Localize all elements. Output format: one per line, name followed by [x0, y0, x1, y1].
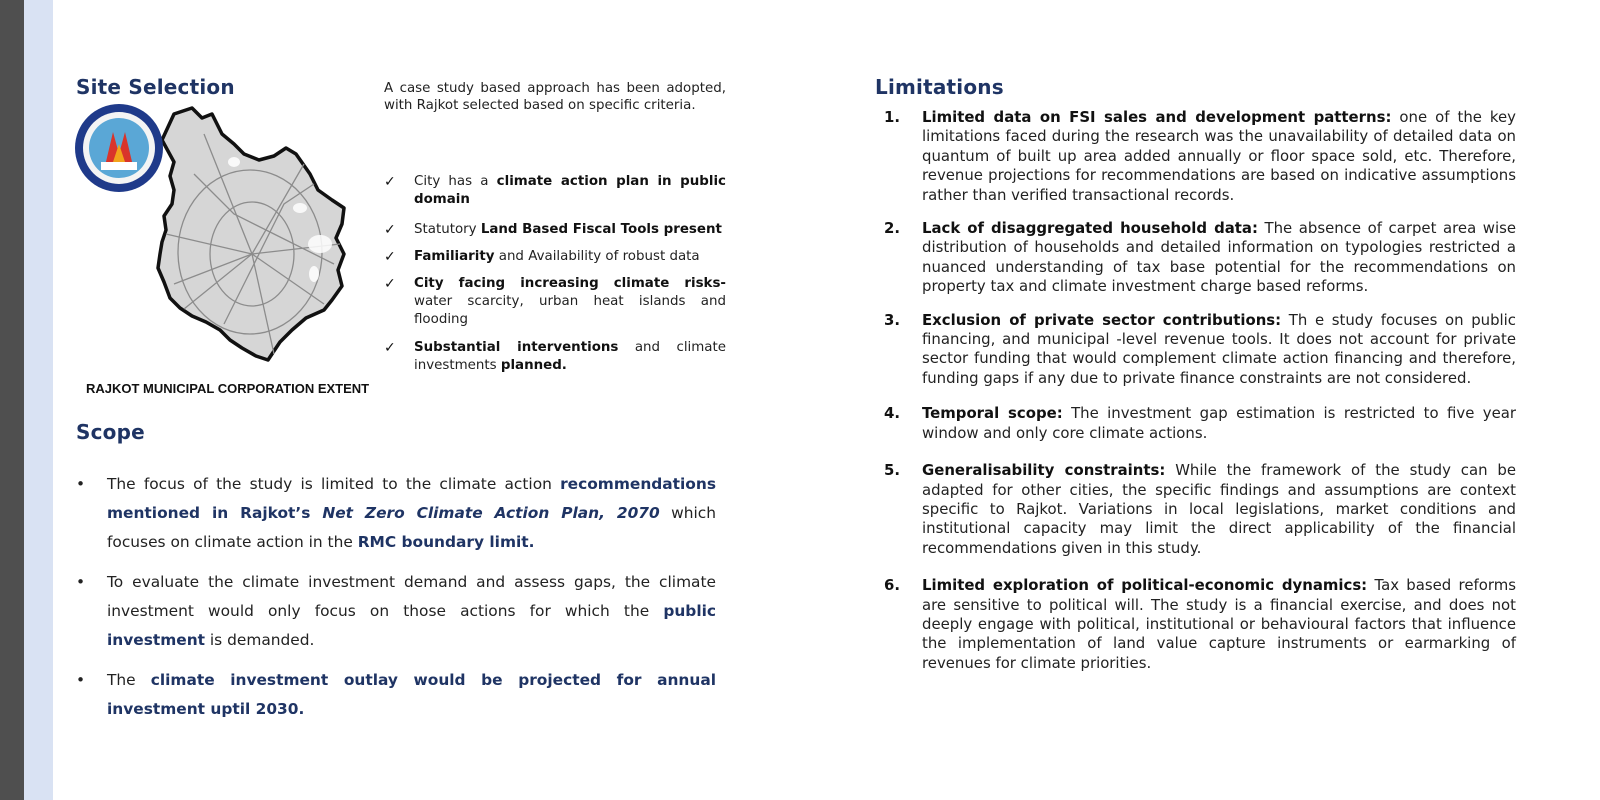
- rajkot-map-figure: [74, 104, 382, 376]
- check-icon: ✓: [384, 222, 396, 238]
- site-selection-intro: A case study based approach has been adopted, with Rajkot selected based on specific criteria.: [384, 81, 726, 113]
- scope-list: [76, 470, 716, 735]
- criteria-item: ✓ Substantial interventions and climate investments planned.: [384, 340, 726, 373]
- check-icon: ✓: [384, 340, 396, 356]
- limitation-item: 6. Limited exploration of political-economic dynamics: Tax based reforms are sensitive to political will. The study is a financial exercise, and does not deeply engage with political, institutional or behavioural factors that influence the implementation of land value capture instruments or earmarking of revenues for climate priorities.: [884, 576, 1516, 672]
- bullet: •: [76, 671, 86, 689]
- check-icon: ✓: [384, 174, 396, 190]
- limitations-heading: Limitations: [875, 75, 1004, 99]
- scope-item: • To evaluate the climate investment demand and assess gaps, the climate investment would only focus on those actions for which the public investment is demanded.: [76, 568, 716, 655]
- limitation-item: 3. Exclusion of private sector contributions: Th e study focuses on public financing, and municipal -level revenue tools. It does not account for private sector funding that would complement climate action financing and therefore, funding gaps if any due to private finance constraints are not considered.: [884, 310, 1516, 387]
- scope-item: • The climate investment outlay would be projected for annual investment uptil 2030.: [76, 666, 716, 724]
- bullet: •: [76, 573, 86, 591]
- limitation-item: 1. Limited data on FSI sales and development patterns: one of the key limitations faced during the research was the unavailability of detailed data on quantum of built up area added annually or floor space sold, etc. Therefore, revenue projections for recommendations are based on indicative assumptions rather than verified transactional records.: [884, 108, 1516, 204]
- limitation-item: 5. Generalisability constraints: While the framework of the study can be adapted for other cities, the specific findings and assumptions are context specific to Rajkot. Variations in local legislations, market conditions and institutional capacity may limit the direct applicability of the financial recommendations given in this study.: [884, 461, 1516, 557]
- check-icon: ✓: [384, 249, 396, 265]
- site-selection-heading: Site Selection: [76, 75, 235, 99]
- city-boundary: [158, 108, 344, 360]
- criteria-item: ✓ Statutory Land Based Fiscal Tools present: [384, 222, 722, 238]
- criteria-list: [384, 173, 726, 384]
- limitations-list: [884, 108, 1516, 673]
- limitation-item: 2. Lack of disaggregated household data: The absence of carpet area wise distribution of households and detailed information on typologies restricted a nuanced understanding of tax base potential for the recommendations on property tax and climate investment charge based reforms.: [884, 219, 1516, 296]
- bullet: •: [76, 475, 86, 493]
- criteria-item: ✓ City facing increasing climate risks- water scarcity, urban heat islands and flooding: [384, 276, 726, 327]
- scope-heading: Scope: [76, 420, 145, 444]
- criteria-item: ✓ City has a climate action plan in public domain: [384, 174, 726, 207]
- left-accent-band: [24, 0, 53, 800]
- map-caption: RAJKOT MUNICIPAL CORPORATION EXTENT: [86, 381, 370, 396]
- rmc-logo: [75, 104, 163, 192]
- criteria-item: ✓ Familiarity and Availability of robust data: [384, 249, 700, 265]
- check-icon: ✓: [384, 276, 396, 292]
- limitation-item: 4. Temporal scope: The investment gap estimation is restricted to five year window and only core climate actions.: [884, 404, 1517, 442]
- rajkot-map: [74, 104, 382, 376]
- scope-item: • The focus of the study is limited to the climate action recommendations mentioned in Rajkot’s Net Zero Climate Action Plan, 2070 which focuses on climate action in the RMC boundary limit.: [76, 470, 716, 557]
- left-dark-bar: [0, 0, 24, 800]
